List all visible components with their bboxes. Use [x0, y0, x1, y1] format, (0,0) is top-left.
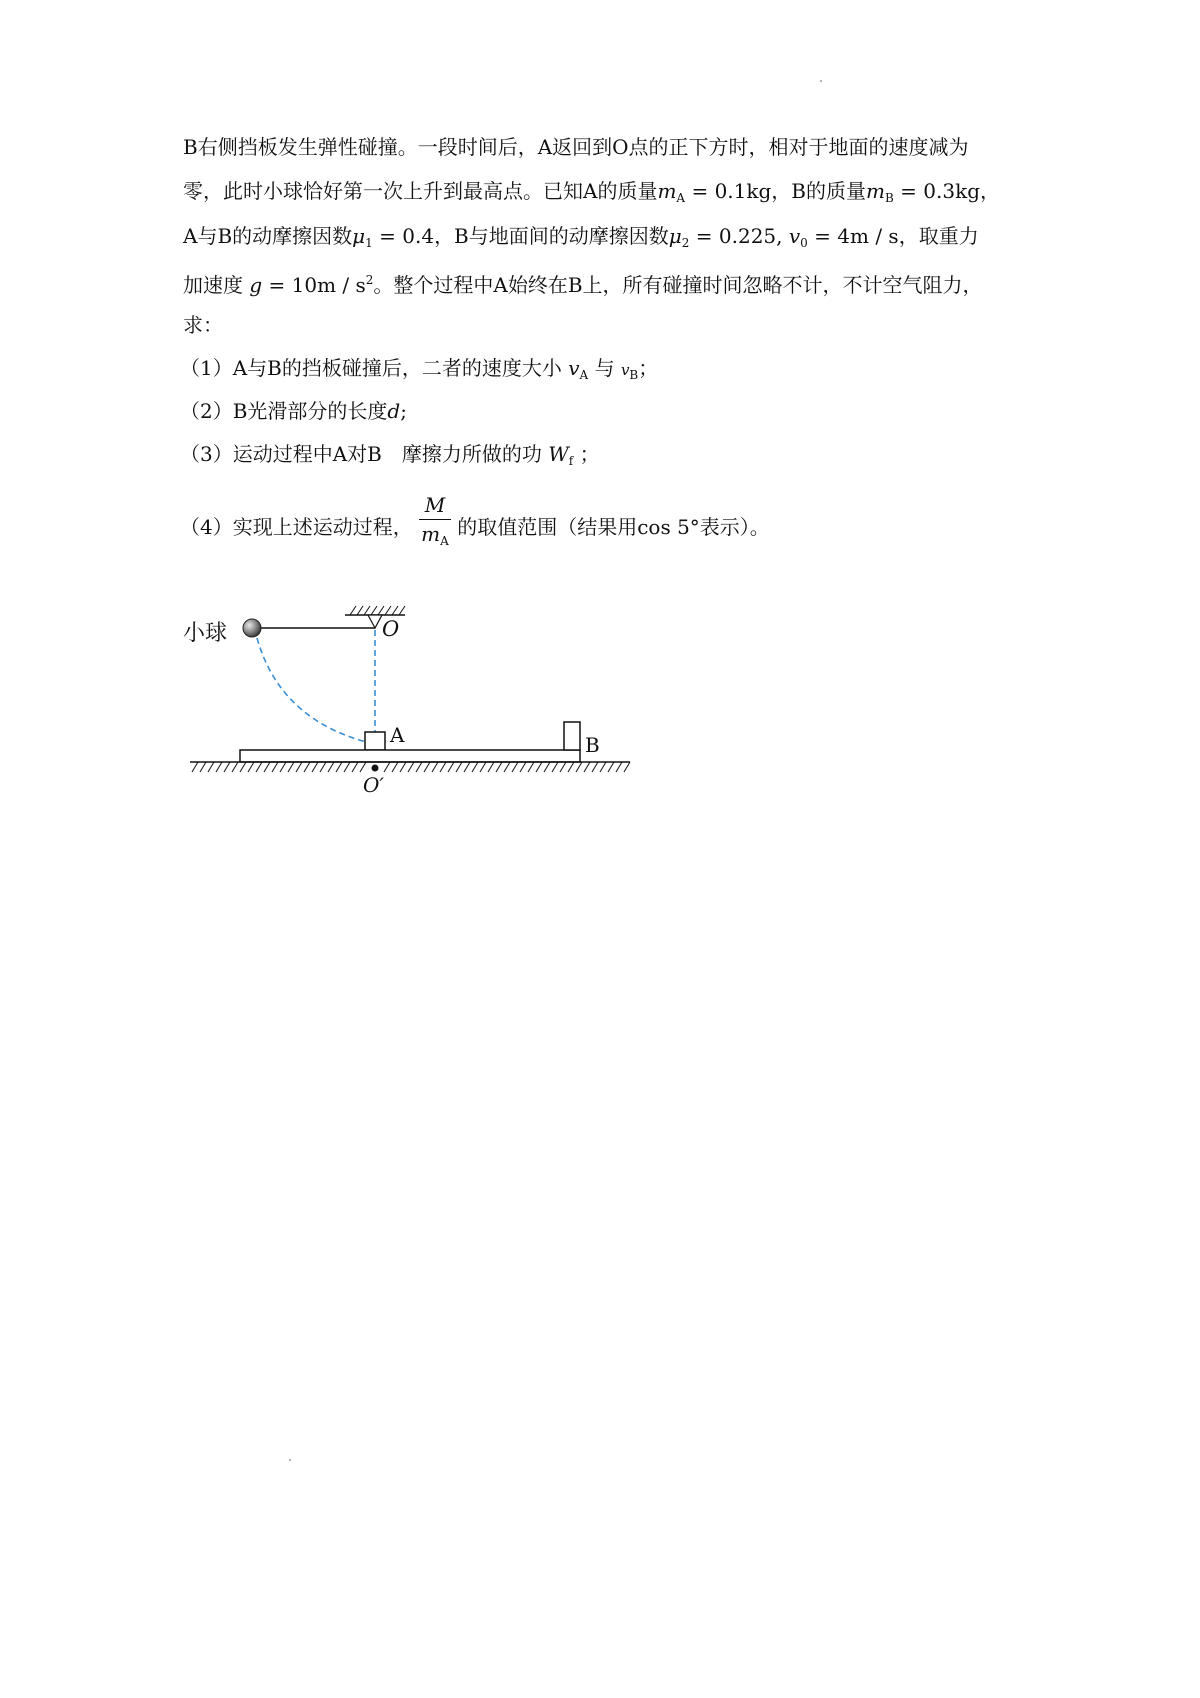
- problem-text: B右侧挡板发生弹性碰撞。一段时间后，A返回到O点的正下方时，相对于地面的速度减为: [183, 135, 969, 159]
- subscript-1: 1: [365, 236, 373, 250]
- ball-trajectory-arc: [257, 638, 370, 743]
- mass-ratio-fraction: [419, 493, 451, 553]
- problem-text: 零，此时小球恰好第一次上升到最高点。已知A的质量: [183, 179, 658, 203]
- problem-text-line-4: [183, 265, 983, 295]
- fraction-numerator: M: [419, 493, 451, 520]
- board-b-barrier: [564, 722, 580, 750]
- question-text: ；: [638, 356, 659, 380]
- problem-text-line-2: [183, 176, 1000, 206]
- question-text: （4）实现上述运动过程，: [180, 515, 413, 539]
- problem-text-line-3: [183, 221, 979, 251]
- problem-text: ，B的质量: [771, 179, 866, 203]
- mu2-value: = 0.225,: [695, 224, 783, 248]
- problem-text-line-5: [183, 310, 223, 340]
- pendulum-ball: [243, 619, 261, 637]
- v0-value: = 4m / s: [814, 224, 899, 248]
- fraction-denominator: $m_A$: [421, 521, 449, 548]
- pivot-mount: [368, 615, 382, 628]
- mass-b-value: = 0.3kg: [900, 179, 980, 203]
- subscript-f: f: [568, 454, 574, 468]
- subscript-b: B: [629, 368, 639, 382]
- velocity-symbol: v: [568, 356, 580, 380]
- subscript-2: 2: [681, 236, 690, 250]
- length-symbol: d: [387, 399, 401, 423]
- question-text: 与: [594, 356, 615, 380]
- block-a-label: A: [390, 723, 405, 747]
- question-2: [180, 396, 407, 426]
- mass-a-value: = 0.1kg: [691, 179, 772, 203]
- physics-diagram: [160, 600, 660, 820]
- question-text: 的取值范围（结果用cos 5°表示）。: [457, 515, 770, 539]
- problem-text: A与B的动摩擦因数: [183, 224, 353, 248]
- question-3: [180, 439, 600, 469]
- ground-point-marker: [372, 765, 379, 772]
- velocity-symbol: v: [788, 224, 801, 248]
- ground-point-label: O′: [363, 773, 384, 797]
- ground-hatch: [192, 762, 630, 772]
- subscript-a: A: [579, 368, 589, 382]
- problem-text-line-1: [183, 132, 969, 162]
- question-text: ;: [400, 399, 407, 423]
- board-b: [240, 750, 580, 762]
- problem-text: 。整个过程中A始终在B上，所有碰撞时间忽略不计，不计空气阻力，: [373, 273, 983, 297]
- question-text: （3）运动过程中A对B 摩擦力所做的功: [180, 442, 542, 466]
- mu-symbol: μ: [668, 224, 682, 248]
- subscript-a: A: [676, 191, 686, 205]
- subscript-b: B: [884, 191, 894, 205]
- problem-text: ，B与地面间的动摩擦因数: [434, 224, 669, 248]
- g-value: = 10m / s: [268, 273, 366, 297]
- mass-symbol: m: [657, 179, 677, 203]
- pivot-label: O: [382, 617, 400, 641]
- problem-text: ，取重力: [898, 224, 979, 248]
- problem-text: 加速度: [183, 273, 243, 297]
- question-text: （2）B光滑部分的长度: [180, 399, 388, 423]
- gravity-symbol: g: [249, 273, 263, 297]
- problem-text: ，: [980, 179, 1000, 203]
- mass-symbol: m: [866, 179, 885, 203]
- mu-symbol: μ: [352, 224, 366, 248]
- question-4: [180, 492, 770, 557]
- mu1-value: = 0.4: [379, 224, 435, 248]
- question-1: [180, 353, 658, 383]
- velocity-symbol: v: [620, 361, 630, 379]
- question-text: ；: [579, 442, 600, 466]
- ball-label: 小球: [183, 621, 228, 646]
- subscript-0: 0: [800, 236, 808, 250]
- work-symbol: W: [548, 442, 569, 466]
- question-text: （1）A与B的挡板碰撞后，二者的速度大小: [180, 356, 562, 380]
- superscript-2: 2: [365, 273, 374, 287]
- board-b-label: B: [585, 733, 600, 757]
- scan-speck: [289, 1459, 291, 1461]
- problem-text: 求：: [183, 313, 223, 337]
- block-a: [365, 732, 385, 750]
- scan-speck: [820, 80, 822, 82]
- ceiling-hatch: [350, 606, 405, 615]
